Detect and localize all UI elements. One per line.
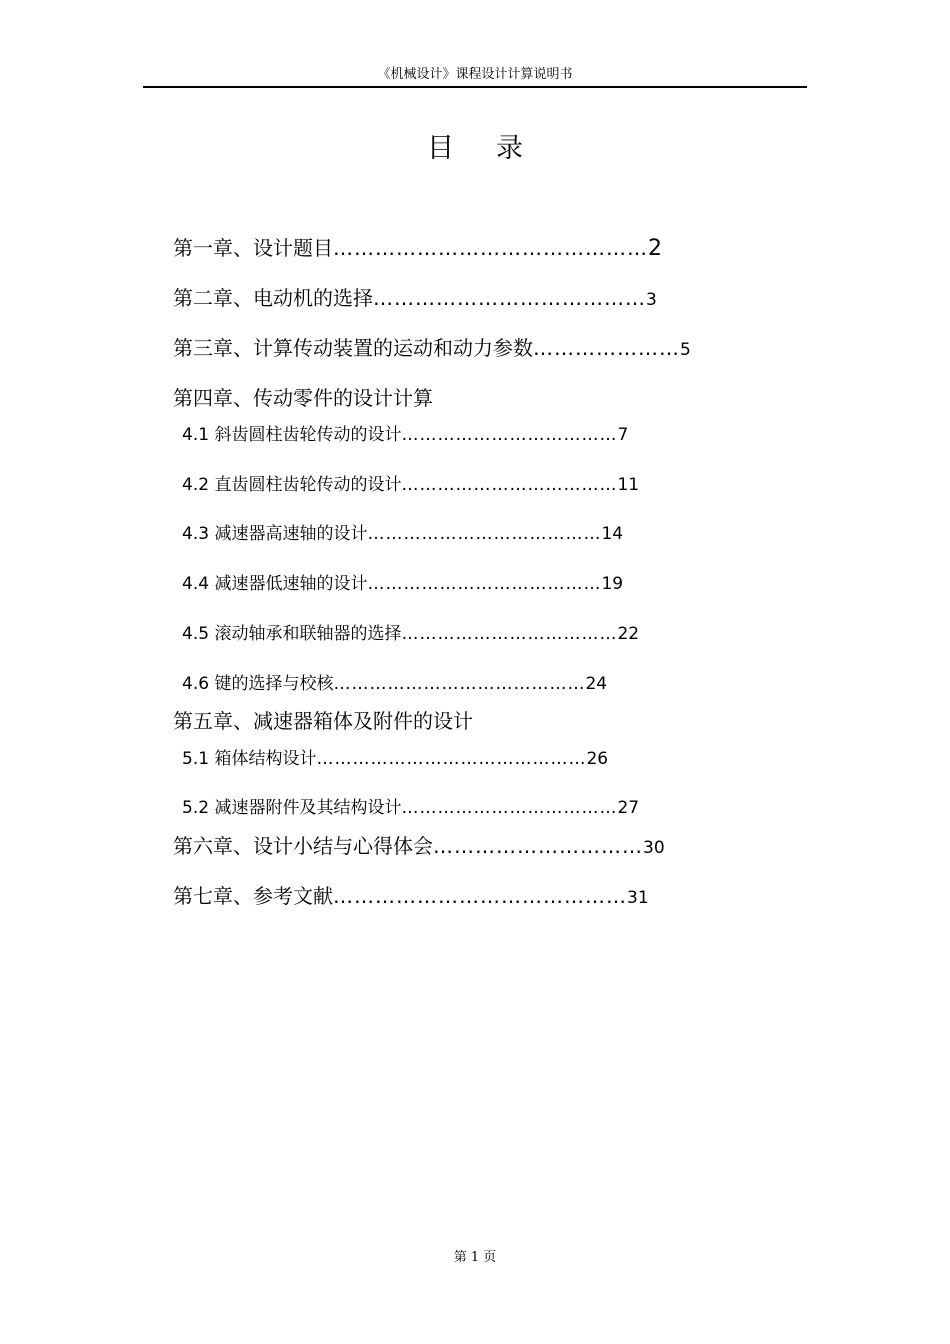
toc-entry-chapter-4[interactable] (173, 385, 433, 411)
toc-page-number: 3 (646, 290, 657, 310)
toc-page-number: 2 (648, 236, 662, 261)
toc-entry-chapter-7[interactable] (173, 883, 649, 911)
toc-leader-dots: …………………………………… (333, 884, 627, 908)
toc-leader-dots: ……………………………… (401, 798, 618, 818)
toc-leader-dots: ………………………… (433, 834, 643, 858)
toc-entry-label: 4.4 减速器低速轴的设计 (182, 574, 368, 594)
toc-entry-section-4-2[interactable] (182, 472, 639, 498)
toc-entry-chapter-1[interactable] (173, 235, 662, 262)
toc-entry-section-5-2[interactable] (182, 795, 639, 821)
toc-leader-dots: ………………………………… (367, 574, 602, 594)
toc-page-number: 30 (643, 838, 665, 858)
toc-leader-dots: ……………………………… (401, 624, 618, 644)
toc-entry-chapter-5[interactable] (173, 708, 473, 734)
toc-entry-label: 4.5 滚动轴承和联轴器的选择 (182, 624, 402, 644)
toc-page-number: 26 (586, 749, 609, 769)
toc-page-number: 27 (617, 798, 640, 818)
toc-entry-label: 第二章、电动机的选择 (173, 286, 373, 310)
toc-entry-section-4-6[interactable] (182, 671, 607, 697)
toc-page-number: 14 (601, 524, 624, 544)
toc-entry-label: 4.2 直齿圆柱齿轮传动的设计 (182, 475, 402, 495)
page-footer: 第 1 页 (453, 1250, 497, 1265)
toc-entry-label: 5.2 减速器附件及其结构设计 (182, 798, 402, 818)
toc-leader-dots: ……………………………… (401, 475, 618, 495)
toc-entry-label: 第五章、减速器箱体及附件的设计 (173, 709, 473, 733)
toc-page-number: 5 (680, 340, 691, 360)
running-header: 《机械设计》课程设计计算说明书 (377, 67, 573, 82)
toc-entry-label: 第一章、设计题目 (173, 236, 333, 260)
toc-leader-dots: ………………………………… (373, 286, 646, 310)
toc-leader-dots: ………………………………… (367, 524, 602, 544)
toc-page-number: 7 (617, 425, 629, 445)
toc-leader-dots: ………………… (533, 336, 680, 360)
toc-entry-chapter-6[interactable] (173, 833, 665, 861)
toc-entry-label: 第四章、传动零件的设计计算 (173, 386, 433, 410)
header-rule (143, 86, 807, 88)
toc-page-number: 19 (601, 574, 624, 594)
toc-entry-label: 第六章、设计小结与心得体会 (173, 834, 433, 858)
toc-page-number: 11 (617, 475, 640, 495)
toc-leader-dots: ……………………………………… (333, 236, 648, 260)
toc-title: 目录 (427, 133, 565, 164)
toc-entry-label: 4.1 斜齿圆柱齿轮传动的设计 (182, 425, 402, 445)
toc-entry-section-4-1[interactable] (182, 422, 628, 448)
toc-page-number: 24 (585, 674, 608, 694)
toc-entry-label: 4.6 键的选择与校核 (182, 674, 334, 694)
toc-page-number: 31 (627, 888, 649, 908)
toc-entry-section-4-4[interactable] (182, 571, 623, 597)
toc-entry-label: 5.1 箱体结构设计 (182, 749, 317, 769)
toc-page-number: 22 (617, 624, 640, 644)
toc-entry-chapter-2[interactable] (173, 285, 657, 313)
toc-entry-chapter-3[interactable] (173, 335, 691, 363)
toc-entry-label: 4.3 减速器高速轴的设计 (182, 524, 368, 544)
toc-leader-dots: ……………………………… (401, 425, 618, 445)
toc-entry-section-5-1[interactable] (182, 746, 608, 772)
toc-entry-label: 第七章、参考文献 (173, 884, 333, 908)
toc-leader-dots: ……………………………………… (316, 749, 587, 769)
toc-entry-section-4-5[interactable] (182, 621, 639, 647)
toc-entry-section-4-3[interactable] (182, 521, 623, 547)
toc-leader-dots: …………………………………… (333, 674, 586, 694)
toc-entry-label: 第三章、计算传动装置的运动和动力参数 (173, 336, 533, 360)
